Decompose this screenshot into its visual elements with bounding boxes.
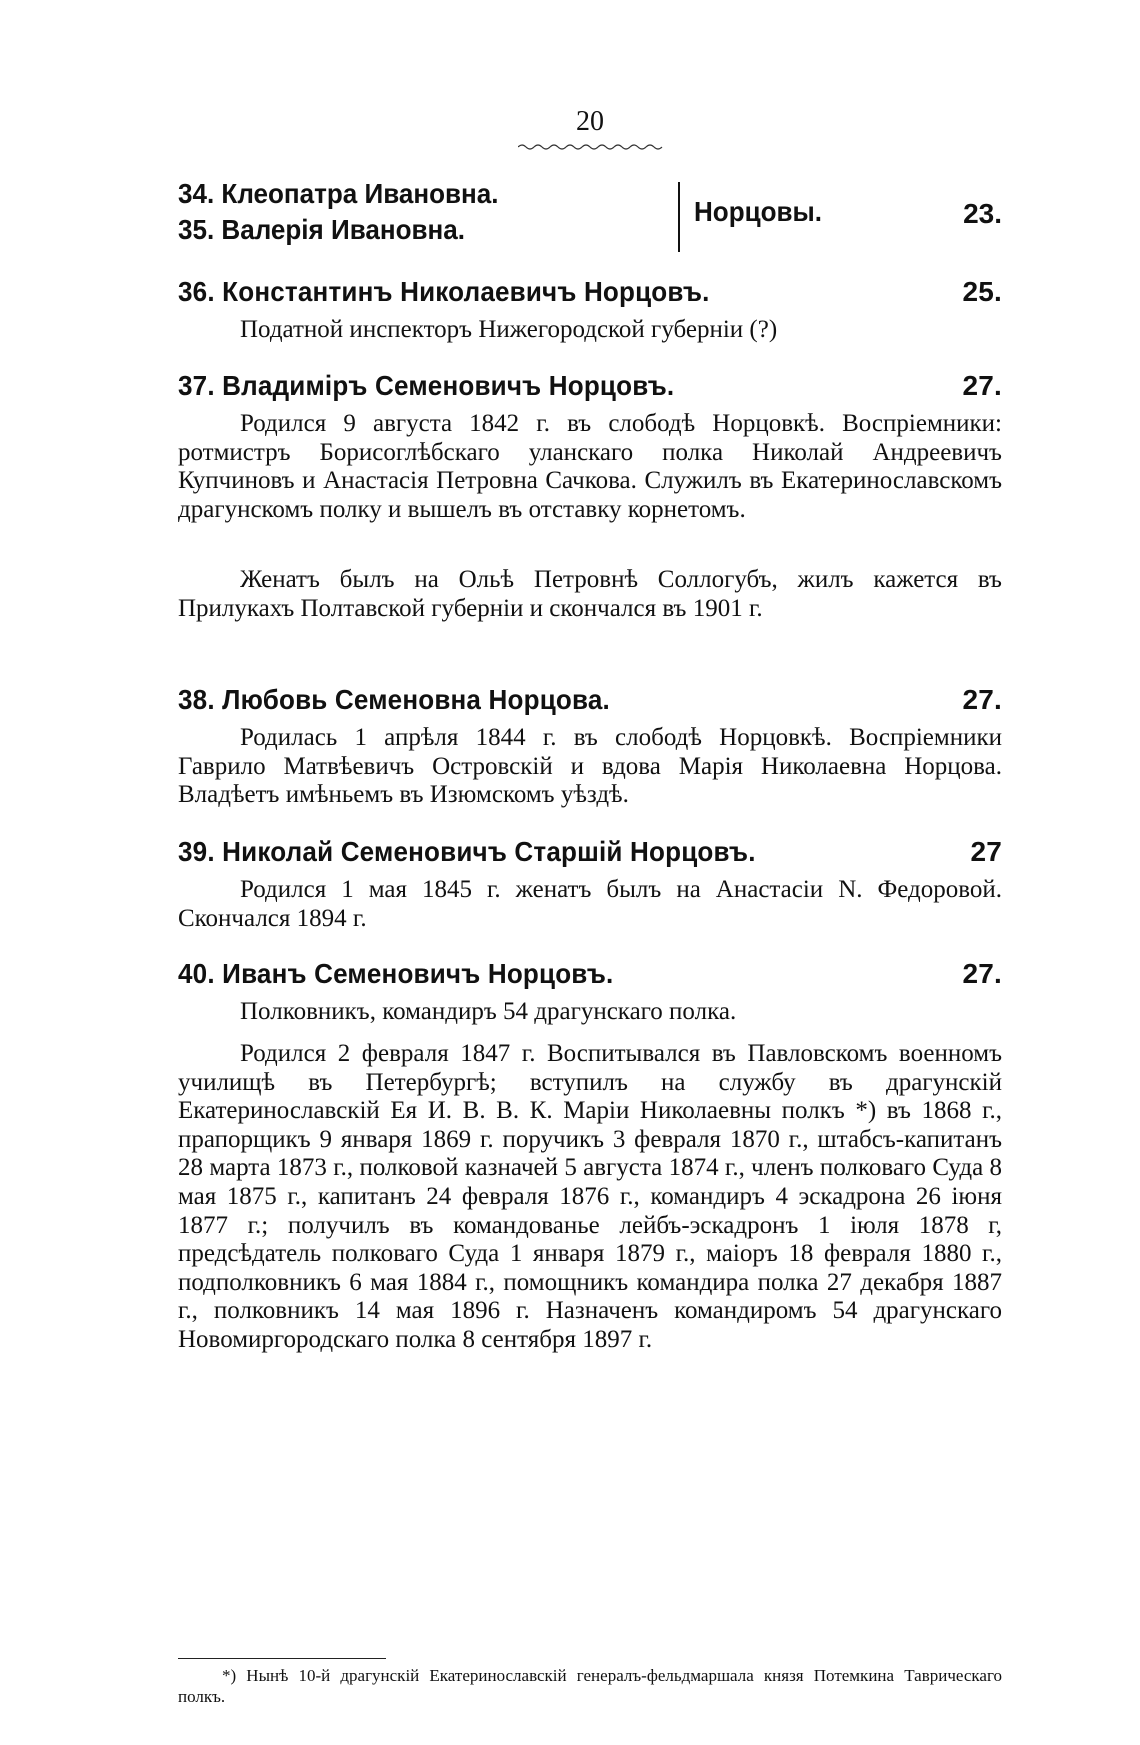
entry-37-title: 37. Владиміръ Семеновичъ Норцовъ.: [178, 370, 675, 401]
header-ornament: [518, 142, 663, 152]
page-reference: 27.: [962, 684, 1002, 715]
entry-38-text: Родилась 1 апрѣля 1844 г. въ слободѣ Норцовкѣ. Воспріемники Гаврило Матвѣевичъ Островскій и вдова Марія Николаевна Норцова. Владѣетъ имѣньемъ въ Изюмскомъ уѣздѣ.: [178, 724, 1002, 809]
entry-36-title: 36. Константинъ Николаевичъ Норцовъ.: [178, 276, 710, 307]
page-reference: 25.: [962, 276, 1002, 307]
entry-39-text: Родился 1 мая 1845 г. женатъ былъ на Анастасіи N. Федоровой. Скончался 1894 г.: [178, 876, 1002, 932]
page-reference: 27.: [962, 958, 1002, 989]
entry-37-text-2: Женатъ былъ на Ольѣ Петровнѣ Соллогубъ, жилъ кажется въ Прилукахъ Полтавской губерніи и скончался въ 1901 г.: [178, 566, 1002, 622]
entry-36-page: [178, 276, 1002, 312]
entry-34-head: 34. Клеопатра Ивановна.: [178, 178, 499, 209]
entry-39-title: 39. Николай Семеновичъ Старшій Норцовъ.: [178, 836, 756, 867]
entry-40-page: [178, 958, 1002, 994]
family-name: Норцовы.: [694, 196, 823, 227]
entry-38-page: [178, 684, 1002, 720]
entry-38-title: 38. Любовь Семеновна Норцова.: [178, 684, 610, 715]
entry-40-text-1: Полковникъ, командиръ 54 драгунскаго полка.: [240, 998, 737, 1025]
book-page: [178, 100, 1002, 1730]
entry-37-text-1: Родился 9 августа 1842 г. въ слободѣ Норцовкѣ. Воспріемники: ротмистръ Борисоглѣбскаго уланскаго полка Николай Андреевичъ Купчиновъ и Анастасія Петровна Сачкова. Служилъ въ Екатеринославскомъ драгунскомъ полку и вышелъ въ отставку корнетомъ.: [178, 410, 1002, 523]
grouping-bracket: [678, 182, 680, 252]
entry-40-title: 40. Иванъ Семеновичъ Норцовъ.: [178, 958, 614, 989]
entry-39-page: [178, 836, 1002, 872]
entry-40-text-2: Родился 2 февраля 1847 г. Воспитывался въ Павловскомъ военномъ училищѣ въ Петербургѣ; вступилъ на службу въ драгунскій Екатеринославскій Ея И. В. В. К. Маріи Николаевны полкъ *) въ 1868 г., прапорщикъ 9 января 1869 г. поручикъ 3 февраля 1870 г., штабсъ-капитанъ 28 марта 1873 г., полковой казначей 5 августа 1874 г., членъ полковаго Суда 8 мая 1875 г., капитанъ 24 февраля 1876 г., командиръ 4 эскадрона 26 іюня 1877 г.; получилъ въ командованье лейбъ-эскадронъ 1 іюля 1878 г, предсѣдатель полковаго Суда 1 января 1879 г., маіоръ 18 февраля 1880 г., подполковникъ 6 мая 1884 г., помощникъ командира полка 27 декабря 1887 г., полковникъ 14 мая 1896 г. Назначенъ командиромъ 54 драгунскаго Новомиргородскаго полка 8 сентября 1897 г.: [178, 1040, 1002, 1353]
page-number: 20: [576, 106, 604, 137]
footnote: *) Нынѣ 10-й драгунскій Екатеринославскій генералъ-фельдмаршала князя Потемкина Таврическаго полкъ.: [178, 1666, 1002, 1706]
page-reference: 23.: [963, 198, 1002, 229]
footnote-rule: [178, 1658, 386, 1659]
entry-37-page: [178, 370, 1002, 406]
page-reference: 27.: [962, 370, 1002, 401]
entry-36-text: Податной инспекторъ Нижегородской губерніи (?): [240, 316, 778, 343]
entry-35-head: 35. Валерія Ивановна.: [178, 214, 465, 245]
entry-34-35: [178, 178, 1002, 254]
page-reference: 27: [970, 836, 1002, 867]
